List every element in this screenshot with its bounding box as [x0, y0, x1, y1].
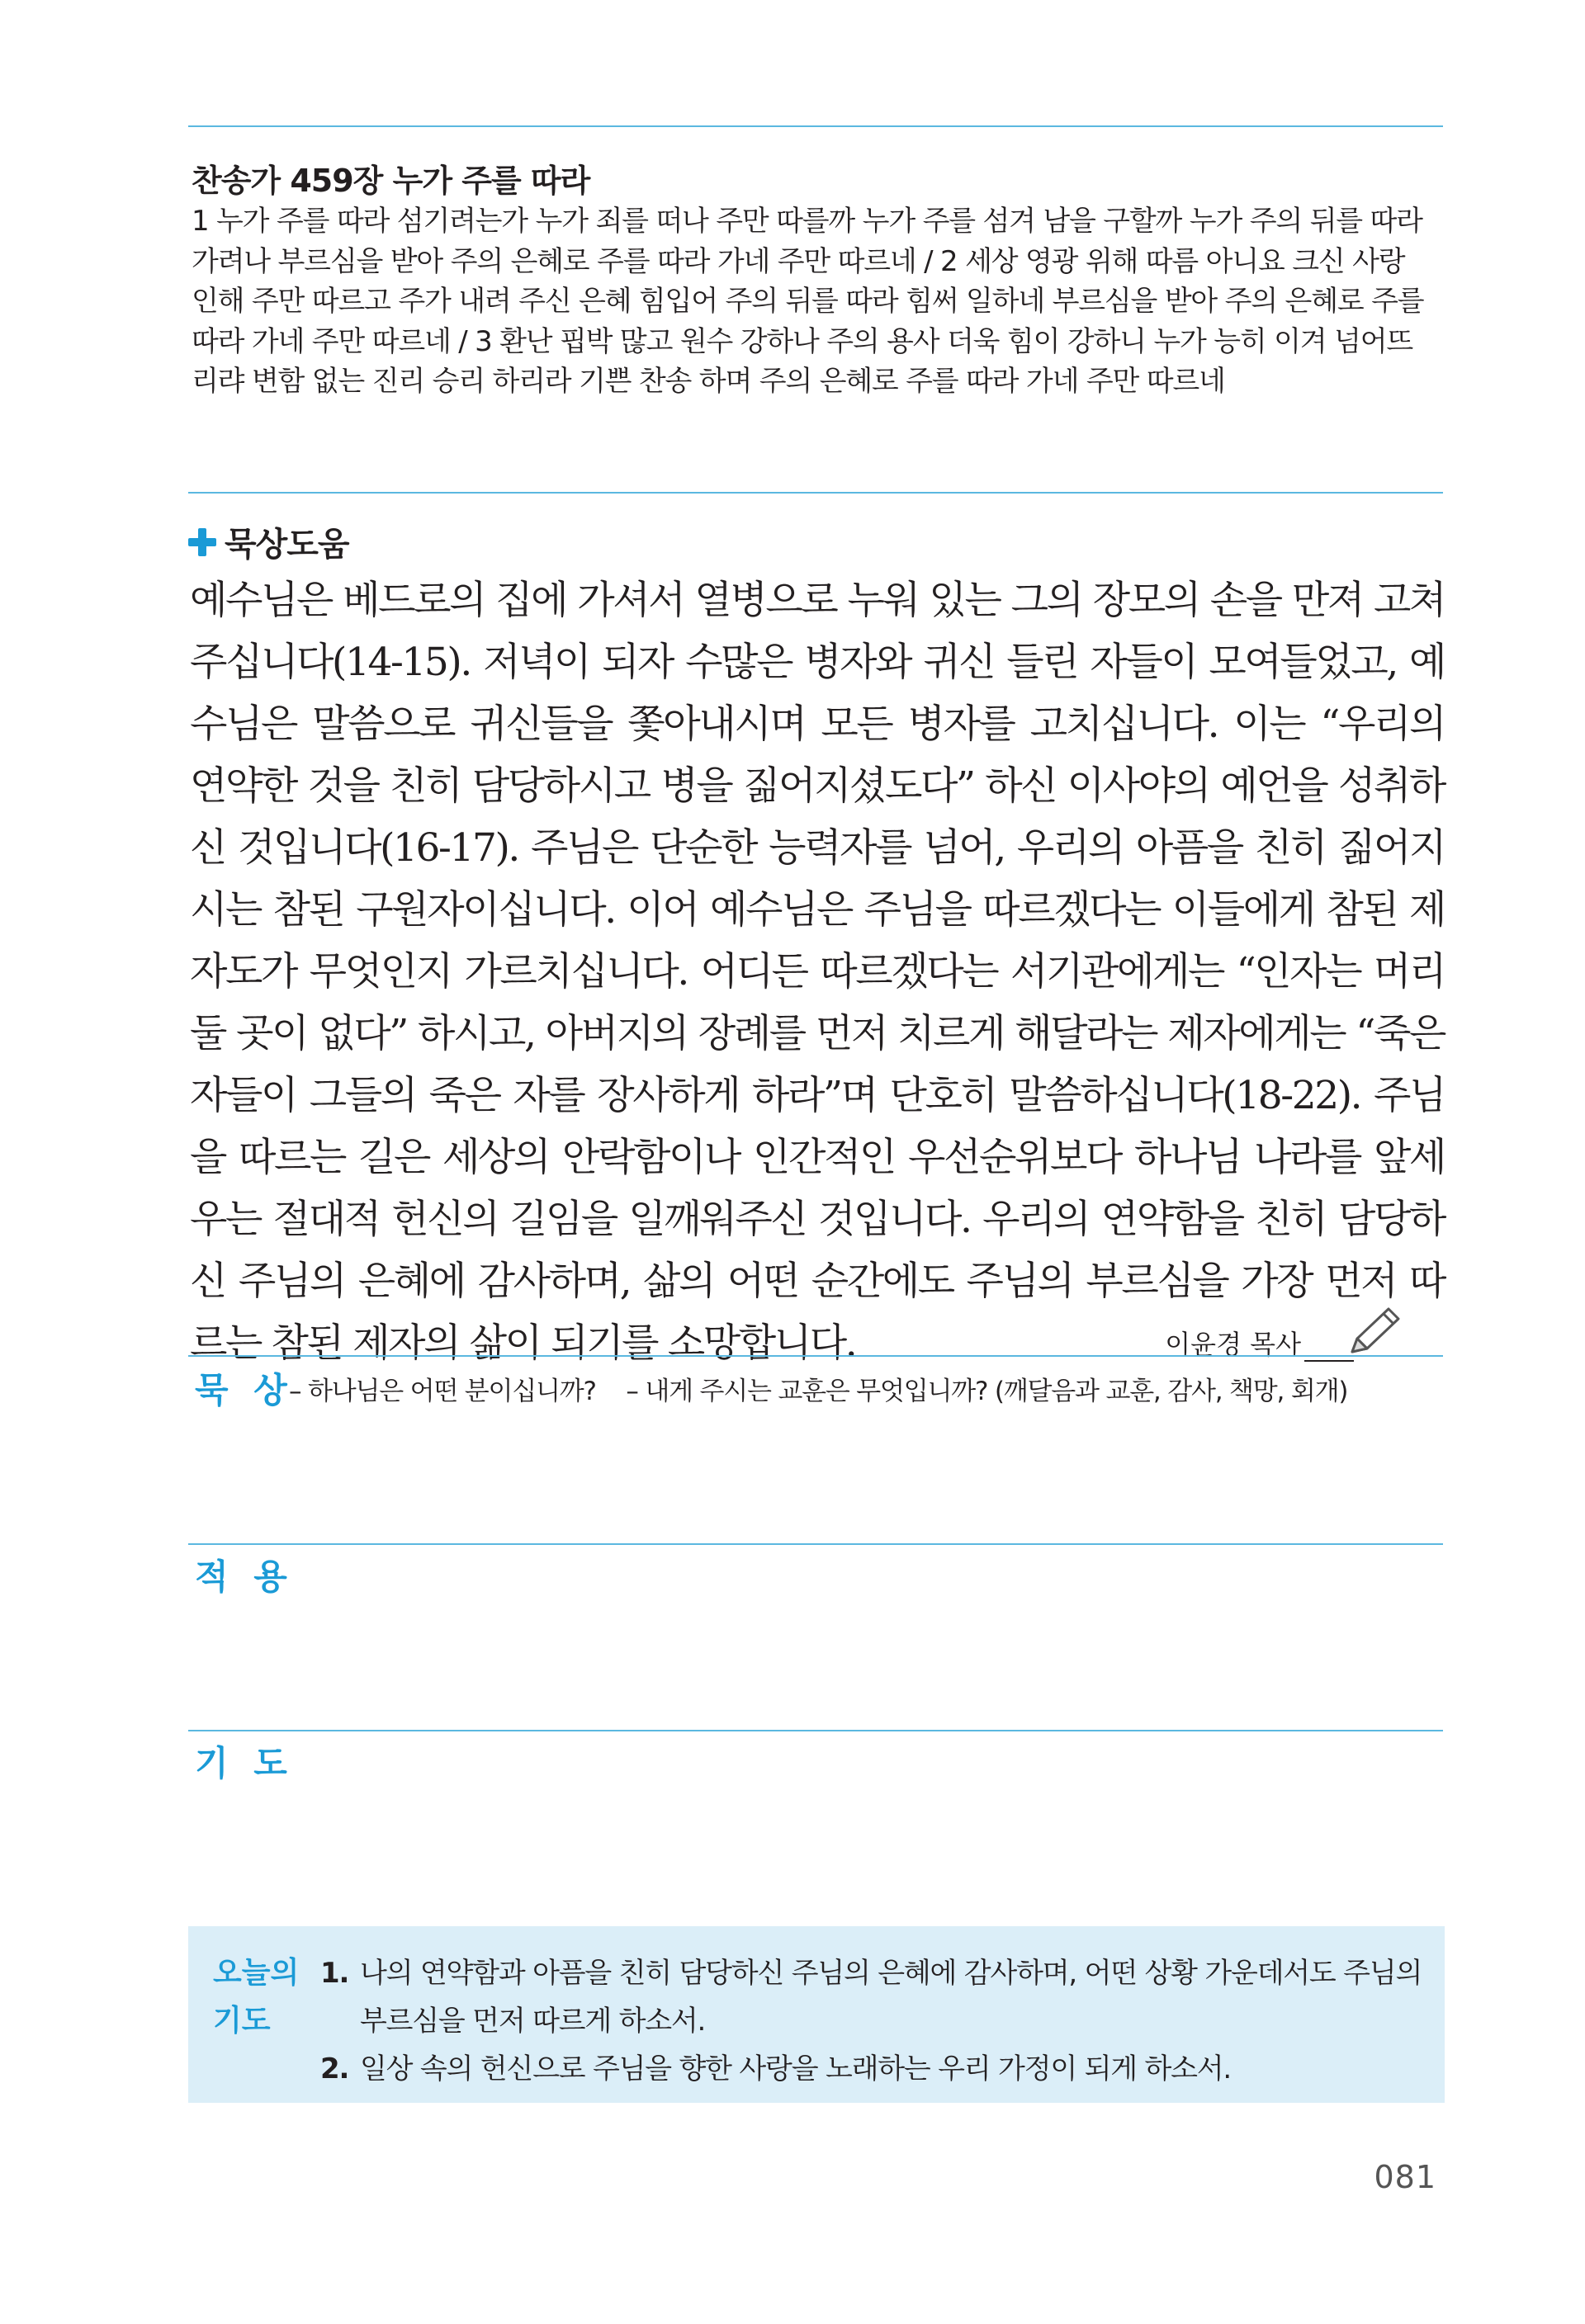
meditation-rule: [188, 1355, 1443, 1357]
todays-prayer-box: [188, 1926, 1445, 2103]
meditation-question-1: – 하나님은 어떤 분이십니까?: [289, 1377, 596, 1406]
hymn-title: 찬송가 459장 누가 주를 따라: [192, 163, 590, 199]
hymn-divider: [188, 492, 1443, 494]
meditation-help-body: 예수님은 베드로의 집에 가셔서 열병으로 누워 있는 그의 장모의 손을 만져 고쳐주십니다(14-15). 저녁이 되자 수많은 병자와 귀신 들린 자들이 모여들었고, 예수님은 말씀으로 귀신들을 쫓아내시며 모든 병자를 고치십니다. 이는 “우리의 연약한 것을 친히 담당하시고 병을 짊어지셨도다” 하신 이사야의 예언을 성취하신 것입니다(16-17). 주님은 단순한 능력자를 넘어, 우리의 아픔을 친히 짊어지시는 참된 구원자이십니다. 이어 예수님은 주님을 따르겠다는 이들에게 참된 제자도가 무엇인지 가르치십니다. 어디든 따르겠다는 서기관에게는 “인자는 머리 둘 곳이 없다” 하시고, 아버지의 장례를 먼저 치르게 해달라는 제자에게는 “죽은 자들이 그들의 죽은 자를 장사하게 하라”며 단호히 말씀하십니다(18-22). 주님을 따르는 길은 세상의 안락함이나 인간적인 우선순위보다 하나님 나라를 앞세우는 절대적 헌신의 길임을 일깨워주신 것입니다. 우리의 연약함을 친히 담당하신 주님의 은혜에 감사하며, 삶의 어떤 순간에도 주님의 부르심을 가장 먼저 따르는 참된 제자의 삶이 되기를 소망합니다.: [190, 578, 1445, 1366]
application-label: 적 용: [195, 1556, 294, 1597]
todays-prayer-label: 오늘의 기도: [213, 1956, 300, 2038]
meditation-questions: [289, 1370, 1347, 1407]
meditation-label: 묵 상: [195, 1370, 294, 1410]
author-signature: [1165, 1304, 1403, 1362]
prayer-item: [320, 1949, 1426, 2045]
plus-icon: [188, 528, 216, 556]
meditation-question-2: – 내게 주시는 교훈은 무엇입니까? (깨달음과 교훈, 감사, 책망, 회개): [626, 1377, 1348, 1406]
application-rule: [188, 1543, 1443, 1545]
meditation-help-heading: [188, 518, 349, 565]
top-rule: [188, 125, 1443, 127]
prayer-item-text: 나의 연약함과 아픔을 친히 담당하신 주님의 은혜에 감사하며, 어떤 상황 가운데서도 주님의 부르심을 먼저 따르게 하소서.: [360, 1957, 1422, 2038]
prayer-item-text: 일상 속의 헌신으로 주님을 향한 사랑을 노래하는 우리 가정이 되게 하소서.: [360, 2052, 1232, 2085]
prayer-item: [320, 2045, 1426, 2093]
todays-prayer-list: [320, 1949, 1426, 2093]
pencil-icon: [1337, 1304, 1403, 1362]
hymn-lyrics: 1 누가 주를 따라 섬기려는가 누가 죄를 떠나 주만 따를까 누가 주를 섬겨 남을 구할까 누가 주의 뒤를 따라 가려나 부르심을 받아 주의 은혜로 주를 따라 가네 주만 따르네 / 2 세상 영광 위해 따름 아니요 크신 사랑 인해 주만 따르고 주가 내려 주신 은혜 힘입어 주의 뒤를 따라 힘써 일하네 부르심을 받아 주의 은혜로 주를 따라 가네 주만 따르네 / 3 환난 핍박 많고 원수 강하나 주의 용사 더욱 힘이 강하니 누가 능히 이겨 넘어뜨리랴 변함 없는 진리 승리 하리라 기쁜 찬송 하며 주의 은혜로 주를 따라 가네 주만 따르네: [192, 205, 1424, 398]
prayer-item-number: 1.: [320, 1957, 349, 1990]
prayer-item-number: 2.: [320, 2052, 349, 2085]
prayer-label: 기 도: [195, 1743, 294, 1783]
prayer-rule: [188, 1730, 1443, 1731]
author-name: 이윤경 목사: [1165, 1329, 1301, 1360]
page-number: 081: [1374, 2159, 1436, 2195]
meditation-help-title: 묵상도움: [225, 526, 349, 564]
